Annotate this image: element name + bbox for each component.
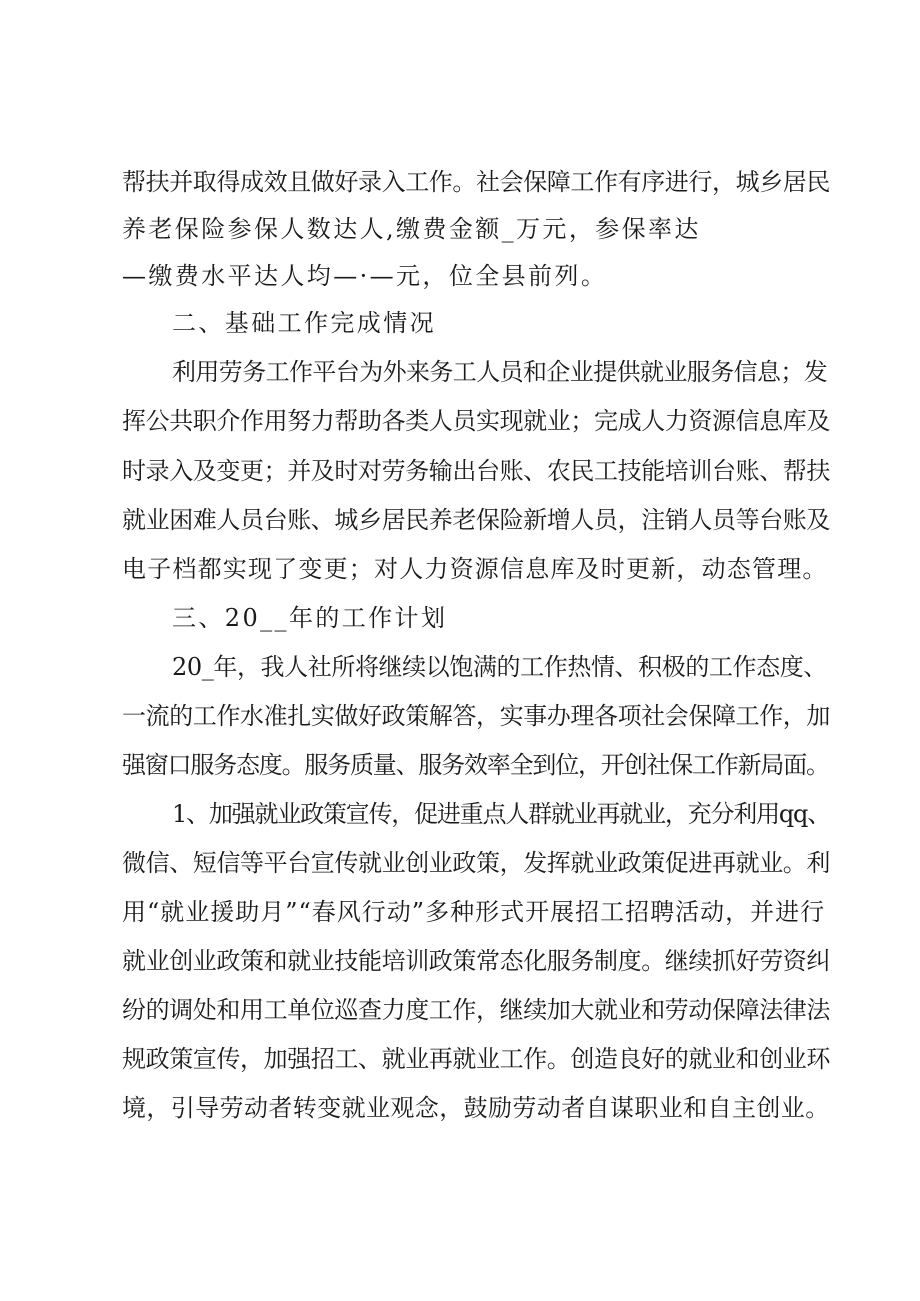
text-line: 电子档都实现了变更；对人力资源信息库及时更新，动态管理。 (122, 555, 828, 583)
text-line: 养老保险参保人数达人,缴费金额_万元，参保率达 (122, 215, 701, 243)
text-line: —缴费水平达人均—·—元，位全县前列。 (122, 262, 608, 290)
text-line: 时录入及变更；并及时对劳务输出台账、农民工技能培训台账、帮扶 (122, 457, 830, 485)
text-line: 纷的调处和用工单位巡查力度工作，继续加大就业和劳动保障法律法 (122, 996, 830, 1024)
text-line: 一流的工作水准扎实做好政策解答，实事办理各项社会保障工作，加 (122, 702, 830, 730)
text-line: 就业困难人员台账、城乡居民养老保险新增人员，注销人员等台账及 (122, 506, 830, 534)
text-line: 用“就业援助月”“春风行动”多种形式开展招工招聘活动，并进行 (122, 898, 826, 926)
text-line: 20_年，我人社所将继续以饱满的工作热情、积极的工作态度、 (172, 653, 827, 681)
text-line: 强窗口服务态度。服务质量、服务效率全到位，开创社保工作新局面。 (122, 751, 829, 779)
text-line: 挥公共职介作用努力帮助各类人员实现就业；完成人力资源信息库及 (122, 407, 830, 435)
text-line: 规政策宣传，加强招工、就业再就业工作。创造良好的就业和创业环 (122, 1045, 830, 1073)
text-line: 利用劳务工作平台为外来务工人员和企业提供就业服务信息；发 (172, 358, 828, 386)
section-heading: 二、基础工作完成情况 (172, 309, 436, 337)
text-line: 微信、短信等平台宣传就业创业政策，发挥就业政策促进再就业。利 (122, 849, 830, 877)
text-line: 1、加强就业政策宣传，促进重点人群就业再就业，充分利用qq、 (172, 800, 830, 828)
text-line: 境，引导劳动者转变就业观念，鼓励劳动者自谋职业和自主创业。 (122, 1094, 830, 1122)
section-heading: 三、20__年的工作计划 (172, 604, 448, 632)
text-line: 帮扶并取得成效且做好录入工作。社会保障工作有序进行，城乡居民 (122, 168, 830, 196)
text-line: 就业创业政策和就业技能培训政策常态化服务制度。继续抓好劳资纠 (122, 947, 830, 975)
